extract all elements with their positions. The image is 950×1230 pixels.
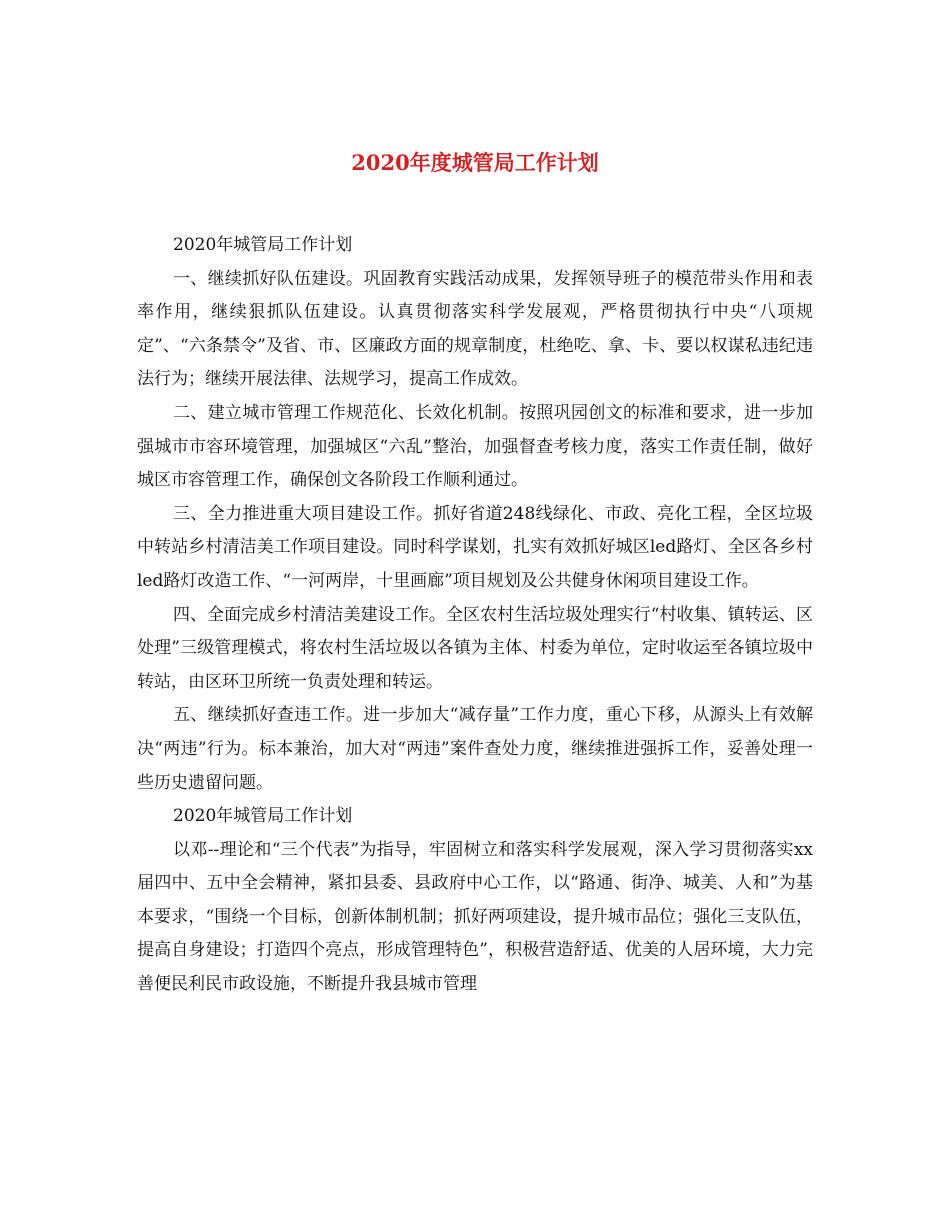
paragraph: 以邓--理论和“三个代表”为指导，牢固树立和落实科学发展观，深入学习贯彻落实xx届四中、五中全会精神，紧扣县委、县政府中心工作，以“路通、街净、城美、人和”为基本要求，“围绕一个目标，创新体制机制；抓好两项建设，提升城市品位；强化三支队伍，提高自身建设；打造四个亮点，形成管理特色”，积极营造舒适、优美的人居环境，大力完善便民利民市政设施，不断提升我县城市管理: [137, 839, 813, 995]
section-heading: 2020年城管局工作计划: [173, 806, 353, 827]
paragraph: 五、继续抓好查违工作。进一步加大“减存量”工作力度，重心下移，从源头上有效解决“两违”行为。标本兼治，加大对“两违”案件查处力度，继续推进强拆工作，妥善处理一些历史遗留问题。: [137, 705, 813, 793]
paragraph: 三、全力推进重大项目建设工作。抓好省道248线绿化、市政、亮化工程，全区垃圾中转站乡村清洁美工作项目建设。同时科学谋划，扎实有效抓好城区led路灯、全区各乡村led路灯改造工作、“一河两岸，十里画廊”项目规划及公共健身休闲项目建设工作。: [137, 503, 813, 591]
paragraph: 二、建立城市管理工作规范化、长效化机制。按照巩园创文的标准和要求，进一步加强城市市容环境管理，加强城区“六乱”整治，加强督查考核力度，落实工作责任制，做好城区市容管理工作，确保创文各阶段工作顺利通过。: [137, 402, 813, 491]
section-heading: 2020年城管局工作计划: [173, 235, 353, 255]
paragraph: 四、全面完成乡村清洁美建设工作。全区农村生活垃圾处理实行“村收集、镇转运、区处理”三级管理模式，将农村生活垃圾以各镇为主体、村委为单位，定时收运至各镇垃圾中转站，由区环卫所统一负责处理和转运。: [137, 604, 813, 692]
paragraph: 一、继续抓好队伍建设。巩固教育实践活动成果，发挥领导班子的模范带头作用和表率作用，继续狠抓队伍建设。认真贯彻落实科学发展观，严格贯彻执行中央“八项规定”、“六条禁令”及省、市、区廉政方面的规章制度，杜绝吃、拿、卡、要以权谋私违纪违法行为；继续开展法律、法规学习，提高工作成效。: [137, 268, 813, 390]
document-title: 2020年度城管局工作计划: [351, 150, 599, 175]
document-body: [137, 229, 813, 1002]
